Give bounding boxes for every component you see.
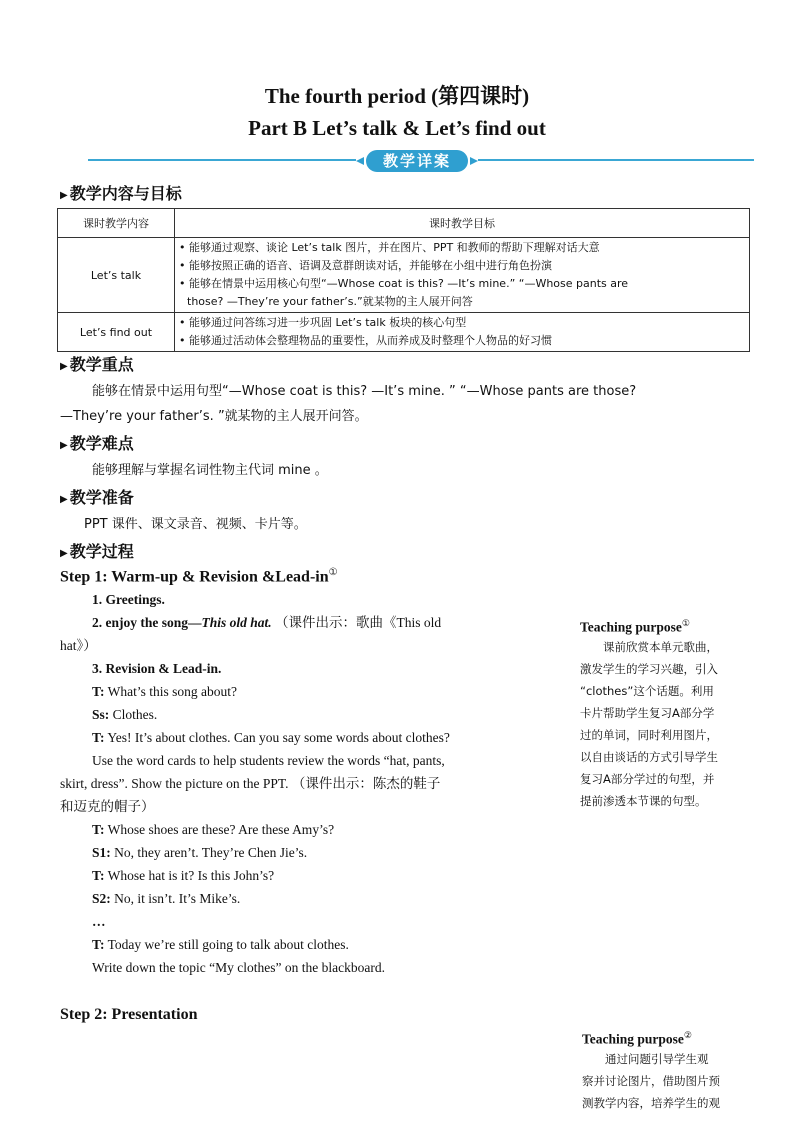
objectives-table <box>57 208 750 352</box>
script-line <box>60 705 530 728</box>
script-line <box>60 774 530 797</box>
note-heading <box>582 1030 754 1048</box>
banner-right-arrow-icon <box>470 157 478 165</box>
line-bold: T: <box>92 730 105 745</box>
note-line: 课前欣赏本单元歌曲， <box>603 639 718 654</box>
line-bold: T: <box>92 937 105 952</box>
footnote-mark: ① <box>328 567 338 578</box>
triangle-bullet-icon: ▶ <box>60 440 68 451</box>
table-cell-goals <box>175 313 750 352</box>
note-line: 复习A部分学过的句型，并 <box>580 771 715 786</box>
key-points-line: —They’re your father’s. ”就某物的主人展开问答。 <box>60 409 368 424</box>
goal-line: • 能够通过观察、谈论 Let’s talk 图片，并在图片、PPT 和教师的帮助下理解对话大意 <box>179 241 600 254</box>
script-line <box>60 751 530 774</box>
script-line <box>60 843 530 866</box>
script-line <box>60 590 530 613</box>
line-text: 和迈克的帽子） <box>60 799 155 814</box>
script-line <box>60 958 530 981</box>
difficulties-text: 能够理解与掌握名词性物主代词 mine 。 <box>92 463 328 478</box>
line-text: No, they aren’t. They’re Chen Jie’s. <box>110 845 308 860</box>
step-title-text: Step 1: Warm-up & Revision &Lead-in <box>60 568 329 586</box>
line-bold: T: <box>92 684 105 699</box>
table-header-row <box>58 209 750 238</box>
banner-left-arrow-icon <box>356 157 364 165</box>
line-bold: … <box>92 914 106 929</box>
script-line <box>60 636 530 659</box>
goal-line: • 能够在情景中运用核心句型“—Whose coat is this? —It’s mine.” “—Whose pants are <box>179 277 629 290</box>
script-line <box>60 866 530 889</box>
section-heading-text: 教学准备 <box>69 488 134 507</box>
section-heading-text: 教学难点 <box>69 434 134 453</box>
table-row <box>58 313 750 352</box>
step-1-title <box>60 567 338 586</box>
line-text: hat》） <box>60 638 97 653</box>
script-line <box>60 682 530 705</box>
script-line <box>60 797 530 820</box>
triangle-bullet-icon: ▶ <box>60 190 68 201</box>
note-line: 通过问题引导学生观 <box>605 1051 709 1066</box>
teaching-purpose-note <box>582 1030 754 1114</box>
divider-left <box>88 159 356 161</box>
song-title: This old hat. <box>201 615 272 630</box>
line-text: Clothes. <box>109 707 158 722</box>
goal-line: • 能够按照正确的语音、语调及意群朗读对话，并能够在小组中进行角色扮演 <box>179 259 552 272</box>
note-line: 激发学生的学习兴趣，引入 <box>580 661 718 676</box>
section-heading-key-points <box>60 352 134 375</box>
script-line <box>60 659 530 682</box>
script-line <box>60 728 530 751</box>
page-subtitle: Part B Let’s talk & Let’s find out <box>248 116 546 140</box>
script-line <box>60 912 530 935</box>
page-title: The fourth period (第四课时) <box>264 84 530 108</box>
line-text: （课件出示：歌曲《This old <box>271 615 442 630</box>
table-header-cell: 课时教学目标 <box>175 209 750 238</box>
divider-right <box>478 159 754 161</box>
table-cell-goals <box>175 238 750 313</box>
script-line <box>60 935 530 958</box>
script-line <box>60 889 530 912</box>
footnote-mark: ② <box>683 1030 692 1040</box>
table-cell-content: Let’s talk <box>58 238 175 313</box>
line-text: Whose shoes are these? Are these Amy’s? <box>104 822 335 837</box>
goal-line: • 能够通过问答练习进一步巩固 Let’s talk 板块的核心句型 <box>179 316 467 329</box>
section-heading-objectives <box>60 181 182 204</box>
line-bold: S2: <box>92 891 111 906</box>
script-line <box>60 820 530 843</box>
key-points-line: 能够在情景中运用句型“—Whose coat is this? —It’s mine. ” “—Whose pants are those? <box>92 384 637 399</box>
line-text: Write down the topic “My clothes” on the blackboard. <box>92 960 385 975</box>
script-line <box>60 613 530 636</box>
line-bold: T: <box>92 822 105 837</box>
teaching-purpose-note <box>580 618 752 812</box>
line-text: Today we’re still going to talk about clothes. <box>104 937 349 952</box>
note-heading <box>580 618 752 636</box>
table-row <box>58 238 750 313</box>
section-banner <box>356 150 478 172</box>
step-1-body <box>60 590 530 981</box>
triangle-bullet-icon: ▶ <box>60 548 68 559</box>
section-heading-text: 教学过程 <box>69 542 134 561</box>
table-cell-content: Let’s find out <box>58 313 175 352</box>
note-line: 提前渗透本节课的句型。 <box>580 793 707 808</box>
line-text: No, it isn’t. It’s Mike’s. <box>110 891 241 906</box>
note-heading-text: Teaching purpose <box>582 1031 684 1047</box>
section-heading-text: 教学内容与目标 <box>69 184 182 203</box>
line-bold: T: <box>92 868 105 883</box>
line-bold: Ss: <box>92 707 110 722</box>
line-bold: S1: <box>92 845 111 860</box>
footnote-mark: ① <box>681 618 690 628</box>
banner-label: 教学详案 <box>366 150 468 172</box>
section-heading-preparation <box>60 485 134 508</box>
line-text: skirt, dress”. Show the picture on the PPT. （课件出示：陈杰的鞋子 <box>60 776 441 791</box>
section-heading-text: 教学重点 <box>69 355 134 374</box>
goal-line: those? —They’re your father’s.”就某物的主人展开问答 <box>187 295 473 308</box>
section-heading-difficulties <box>60 431 134 454</box>
line-bold: 2. enjoy the song— <box>92 615 202 630</box>
note-line: 过的单词，同时利用图片， <box>580 727 718 742</box>
line-text: What’s this song about? <box>104 684 237 699</box>
note-line: 察并讨论图片，借助图片预 <box>582 1073 720 1088</box>
table-header-cell: 课时教学内容 <box>58 209 175 238</box>
preparation-text: PPT 课件、课文录音、视频、卡片等。 <box>84 517 307 532</box>
triangle-bullet-icon: ▶ <box>60 361 68 372</box>
line-bold: 3. Revision & Lead-in. <box>92 661 222 676</box>
line-text: Whose hat is it? Is this John’s? <box>104 868 275 883</box>
triangle-bullet-icon: ▶ <box>60 494 68 505</box>
note-line: “clothes”这个话题。利用 <box>580 683 714 698</box>
step-2-title: Step 2: Presentation <box>60 1006 198 1023</box>
line-text: Use the word cards to help students review the words “hat, pants, <box>92 753 445 768</box>
note-heading-text: Teaching purpose <box>580 619 682 635</box>
note-line: 卡片帮助学生复习A部分学 <box>580 705 715 720</box>
note-line: 测教学内容，培养学生的观 <box>582 1095 720 1110</box>
goal-line: • 能够通过活动体会整理物品的重要性，从而养成及时整理个人物品的好习惯 <box>179 334 552 347</box>
line-bold: 1. Greetings. <box>92 592 165 607</box>
note-line: 以自由谈话的方式引导学生 <box>580 749 718 764</box>
line-text: Yes! It’s about clothes. Can you say some words about clothes? <box>104 730 450 745</box>
section-heading-process <box>60 539 134 562</box>
